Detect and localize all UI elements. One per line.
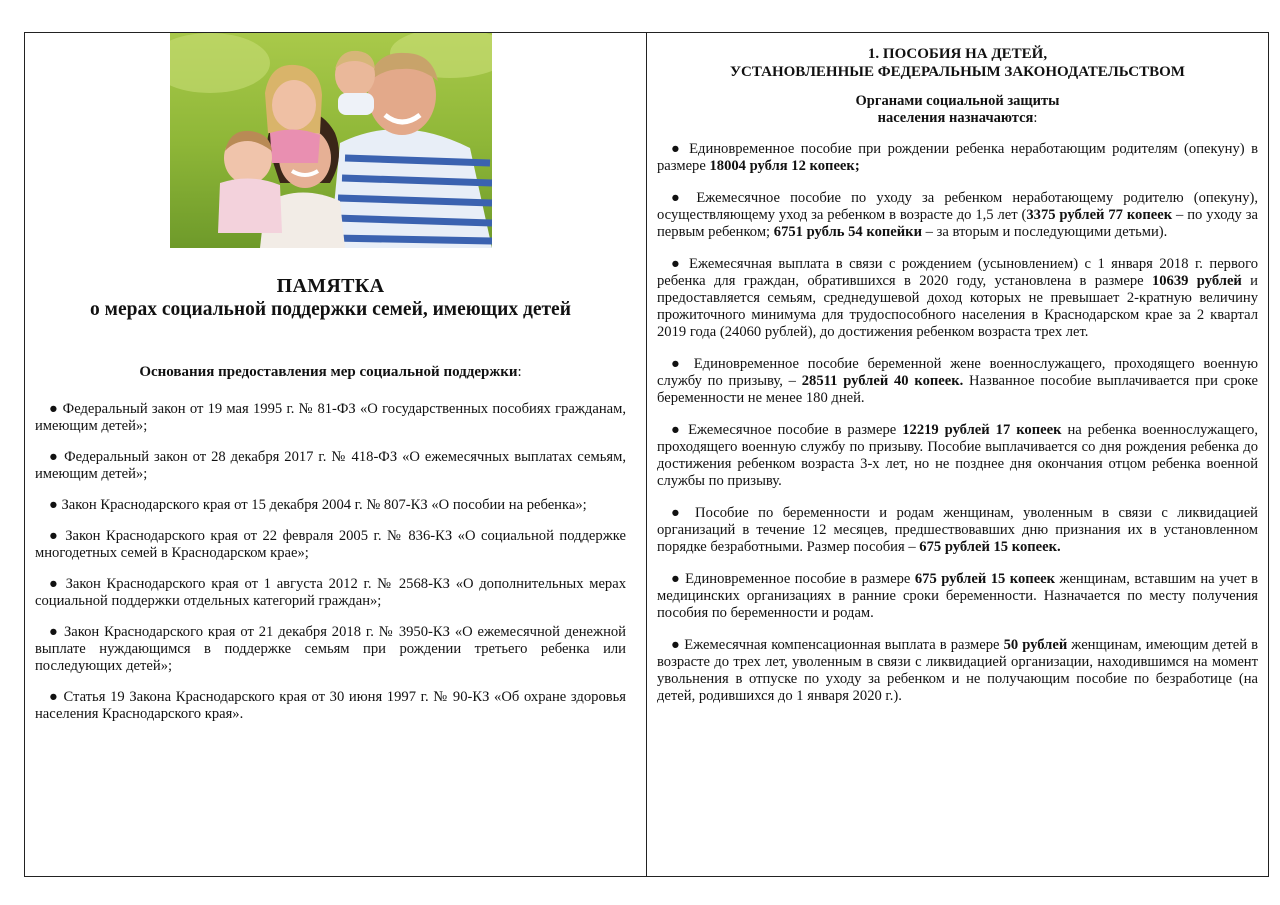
laws-list (35, 401, 626, 723)
item-text: – по уходу за первым ребенком; (657, 207, 1258, 240)
list-item (657, 190, 1258, 241)
section-subheading (657, 93, 1258, 127)
list-item (657, 571, 1258, 622)
item-amount: 12219 рублей 17 копеек (902, 422, 1062, 438)
list-item: ● Статья 19 Закона Краснодарского края от 30 июня 1997 г. № 90-КЗ «Об охране здоровья населения Краснодарского края». (35, 689, 626, 722)
list-item (657, 141, 1258, 175)
list-item (657, 505, 1258, 556)
section-heading-line-2: УСТАНОВЛЕННЫЕ ФЕДЕРАЛЬНЫМ ЗАКОНОДАТЕЛЬСТВОМ (730, 64, 1185, 80)
right-column (647, 33, 1268, 876)
item-amount: 675 рублей 15 копеек (914, 571, 1056, 587)
item-text: и предоставляется семьям, среднедушевой доход которых не превышает 2-кратную величину прожиточного минимума для трудоспособного населения в Краснодарском крае за 2 квартал 2019 года (24060 рублей), до достижения ребенком возраста трех лет. (657, 273, 1258, 340)
item-text: Названное пособие выплачивается при сроке беременности не менее 180 дней. (657, 373, 1259, 406)
list-item: ● Федеральный закон от 19 мая 1995 г. № 81-ФЗ «О государственных пособиях гражданам, имеющим детей»; (35, 401, 626, 434)
item-text: ● Ежемесячная выплата в связи с рождением (усыновлением) с 1 января 2018 г. первого ребенка для граждан, обратившихся в 2020 году, установлена в размере (657, 256, 1258, 289)
item-amount: 50 рублей (1003, 637, 1068, 653)
section-subheading-line-1: Органами социальной защиты (855, 93, 1060, 109)
left-column (25, 33, 647, 876)
list-item (657, 637, 1258, 705)
item-amount: 3375 рублей 77 копеек (1026, 207, 1173, 223)
section-subheading-line-2 (657, 110, 1258, 127)
item-text: ● Пособие по беременности и родам женщинам, уволенным в связи с ликвидацией организаций в течение 12 месяцев, предшествовавших дню признания их в установленном порядке безработными. Размер пособия – (657, 505, 1258, 555)
item-amount: 675 рублей 15 копеек. (919, 539, 1061, 555)
item-amount: 10639 рублей (1151, 273, 1242, 289)
section-subheading-text: населения назначаются (877, 110, 1034, 126)
grounds-heading-text: Основания предоставления мер социальной поддержки (139, 364, 518, 380)
item-text: ● Единовременное пособие в размере (671, 571, 915, 587)
item-text: ● Единовременное пособие беременной жене военнослужащего, проходящего военную службу по призыву, – (657, 356, 1258, 389)
title-line-1: ПАМЯТКА (276, 275, 385, 297)
item-amount: 6751 рубль 54 копейки (773, 224, 922, 240)
section-subheading-colon: : (1033, 110, 1038, 126)
list-item: ● Закон Краснодарского края от 22 февраля 2005 г. № 836-КЗ «О социальной поддержке многодетных семей в Краснодарском крае»; (35, 528, 626, 561)
list-item: ● Закон Краснодарского края от 21 декабря 2018 г. № 3950-КЗ «О ежемесячной денежной выплате нуждающимся в поддержке семьям при рождении третьего ребенка или последующих детей»; (35, 624, 626, 674)
item-amount: 28511 рублей 40 копеек. (801, 373, 964, 389)
list-item: ● Закон Краснодарского края от 15 декабря 2004 г. № 807-КЗ «О пособии на ребенка»; (49, 497, 587, 513)
leaflet-sheet (24, 32, 1269, 877)
list-item: ● Федеральный закон от 28 декабря 2017 г. № 418-ФЗ «О ежемесячных выплатах семьям, имеющим детей»; (35, 449, 626, 482)
list-item: ● Закон Краснодарского края от 1 августа 2012 г. № 2568-КЗ «О дополнительных мерах социальной поддержки отдельных категорий граждан»; (35, 576, 626, 609)
item-text: женщинам, вставшим на учет в медицинских организациях в ранние сроки беременности. Назначается по месту получения пособия по беременности и родам. (657, 571, 1258, 621)
section-heading (657, 45, 1258, 81)
item-text: на ребенка военнослужащего, проходящего военную службу по призыву. Пособие выплачивается со дня рождения ребенка до достижения ребенком возраста 3-х лет, но не позднее дня окончания отцом ребенка военной службы по призыву. (657, 422, 1259, 489)
list-item (657, 256, 1258, 341)
item-text: – за вторым и последующими детьми). (921, 224, 1168, 240)
item-text: ● Единовременное пособие при рождении ребенка неработающим родителям (опекуну) в размере (657, 141, 1258, 174)
item-text: ● Ежемесячное пособие в размере (671, 422, 903, 438)
item-text: ● Ежемесячная компенсационная выплата в размере (671, 637, 1004, 653)
item-text: ● Ежемесячное пособие по уходу за ребенком неработающему родителю (опекуну), осуществляющему уход за ребенком в возрасте до 1,5 лет ( (657, 190, 1258, 223)
grounds-heading-colon: : (517, 364, 522, 380)
grounds-heading (35, 364, 626, 381)
section-heading-line-1: 1. ПОСОБИЯ НА ДЕТЕЙ, (867, 46, 1048, 62)
page-title (35, 274, 626, 322)
list-item (657, 356, 1258, 407)
item-amount: 18004 рубля 12 копеек; (709, 158, 860, 174)
family-photo (170, 33, 492, 248)
list-item (657, 422, 1258, 490)
item-text: женщинам, имеющим детей в возрасте до трех лет, уволенным в связи с ликвидацией организации, находившимся на момент увольнения в отпуске по уходу за ребенком и не получающим пособие по безработице (на детей, родившихся до 1 января 2020 г.). (657, 637, 1259, 704)
title-line-2: о мерах социальной поддержки семей, имеющих детей (90, 299, 571, 320)
